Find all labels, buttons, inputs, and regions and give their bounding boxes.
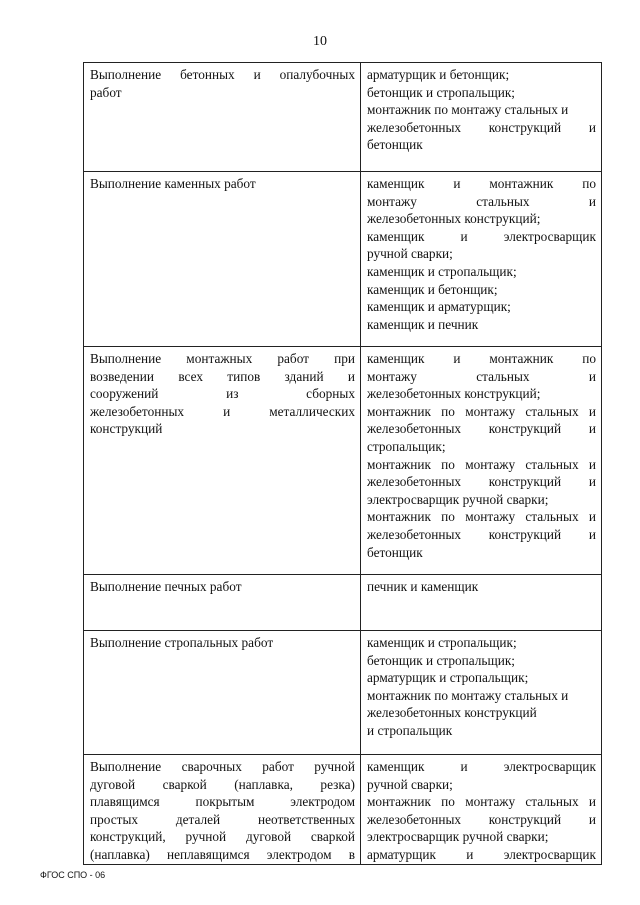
worker-line: стропальщик;: [367, 438, 446, 454]
worker-line: монтажник по монтажу стальных и: [367, 456, 596, 472]
work-type-cell: [84, 63, 361, 172]
worker-line: бетонщик и стропальщик;: [367, 84, 515, 100]
worker-line: монтажник по монтажу стальных и: [367, 102, 569, 118]
work-type-line: плавящимся покрытым электродом: [90, 794, 355, 810]
work-type-cell: [84, 755, 361, 865]
work-type-line: железобетонных и металлических: [90, 403, 355, 419]
worker-line: каменщик и монтажник по: [367, 351, 596, 366]
table-row: [84, 63, 602, 172]
worker-line: каменщик и печник: [367, 316, 479, 332]
worker-line: бетонщик: [367, 544, 423, 560]
work-type-line: Выполнение печных работ: [90, 579, 242, 594]
table-row: [84, 755, 602, 865]
work-type-line: возведении всех типов зданий и: [90, 368, 355, 384]
worker-line: монтажник по монтажу стальных и: [367, 403, 596, 419]
worker-line: арматурщик и бетонщик;: [367, 67, 510, 82]
worker-line: арматурщик и электросварщик: [367, 846, 596, 862]
table-row: [84, 575, 602, 631]
table-row: [84, 172, 602, 347]
worker-line: железобетонных конструкций и: [367, 811, 596, 827]
work-type-line: Выполнение стропальных работ: [90, 635, 274, 650]
work-type-line: Выполнение каменных работ: [90, 176, 256, 191]
worker-line: ручной сварки;: [367, 246, 453, 262]
worker-line: ручной сварки;: [367, 776, 453, 792]
work-type-cell: [84, 631, 361, 755]
work-type-line: Выполнение монтажных работ при: [90, 351, 355, 366]
worker-line: бетонщик: [367, 137, 423, 153]
worker-line: монтажник по монтажу стальных и: [367, 509, 596, 525]
work-type-line: работ: [90, 84, 122, 100]
work-type-line: конструкций: [90, 421, 163, 437]
worker-line: каменщик и электросварщик: [367, 759, 596, 774]
work-type-cell: [84, 347, 361, 575]
worker-line: железобетонных конструкций и: [367, 421, 596, 437]
worker-line: электросварщик ручной сварки;: [367, 491, 549, 507]
worker-line: бетонщик и стропальщик;: [367, 652, 515, 668]
workers-cell: [361, 631, 602, 755]
worker-line: каменщик и стропальщик;: [367, 263, 517, 279]
work-type-line: Выполнение сварочных работ ручной: [90, 759, 355, 774]
worker-line: каменщик и стропальщик;: [367, 635, 517, 650]
worker-line: каменщик и бетонщик;: [367, 281, 498, 297]
workers-cell: [361, 63, 602, 172]
worker-line: арматурщик и стропальщик;: [367, 670, 529, 686]
worker-line: каменщик и электросварщик: [367, 228, 596, 244]
work-type-cell: [84, 575, 361, 631]
worker-line: железобетонных конструкций и: [367, 474, 596, 490]
worker-line: железобетонных конструкций;: [367, 386, 541, 402]
worker-line: электросварщик ручной сварки;: [367, 829, 549, 845]
work-type-line: сооружений из сборных: [90, 386, 355, 402]
professions-table: [83, 62, 602, 865]
work-type-line: дуговой сваркой (наплавка, резка): [90, 776, 355, 792]
workers-cell: [361, 755, 602, 865]
work-type-line: конструкций, ручной дуговой сваркой: [90, 829, 355, 845]
workers-cell: [361, 575, 602, 631]
table-row: [84, 347, 602, 575]
work-type-line: Выполнение бетонных и опалубочных: [90, 67, 355, 82]
worker-line: железобетонных конструкций и: [367, 526, 596, 542]
work-type-cell: [84, 172, 361, 347]
worker-line: и стропальщик: [367, 722, 453, 738]
worker-line: печник и каменщик: [367, 579, 479, 594]
work-type-line: (наплавка) неплавящимся электродом в: [90, 846, 355, 862]
worker-line: железобетонных конструкций и: [367, 119, 596, 135]
worker-line: железобетонных конструкций;: [367, 211, 541, 227]
worker-line: монтажу стальных и: [367, 193, 596, 209]
workers-cell: [361, 172, 602, 347]
worker-line: монтажник по монтажу стальных и: [367, 687, 569, 703]
worker-line: железобетонных конструкций: [367, 705, 537, 721]
worker-line: монтажник по монтажу стальных и: [367, 794, 596, 810]
footer-code: ФГОС СПО - 06: [40, 870, 106, 880]
table-row: [84, 631, 602, 755]
page-number: 10: [313, 34, 327, 49]
work-type-line: простых деталей неответственных: [90, 811, 355, 827]
workers-cell: [361, 347, 602, 575]
worker-line: монтажу стальных и: [367, 368, 596, 384]
worker-line: каменщик и монтажник по: [367, 176, 596, 191]
worker-line: каменщик и арматурщик;: [367, 299, 511, 315]
